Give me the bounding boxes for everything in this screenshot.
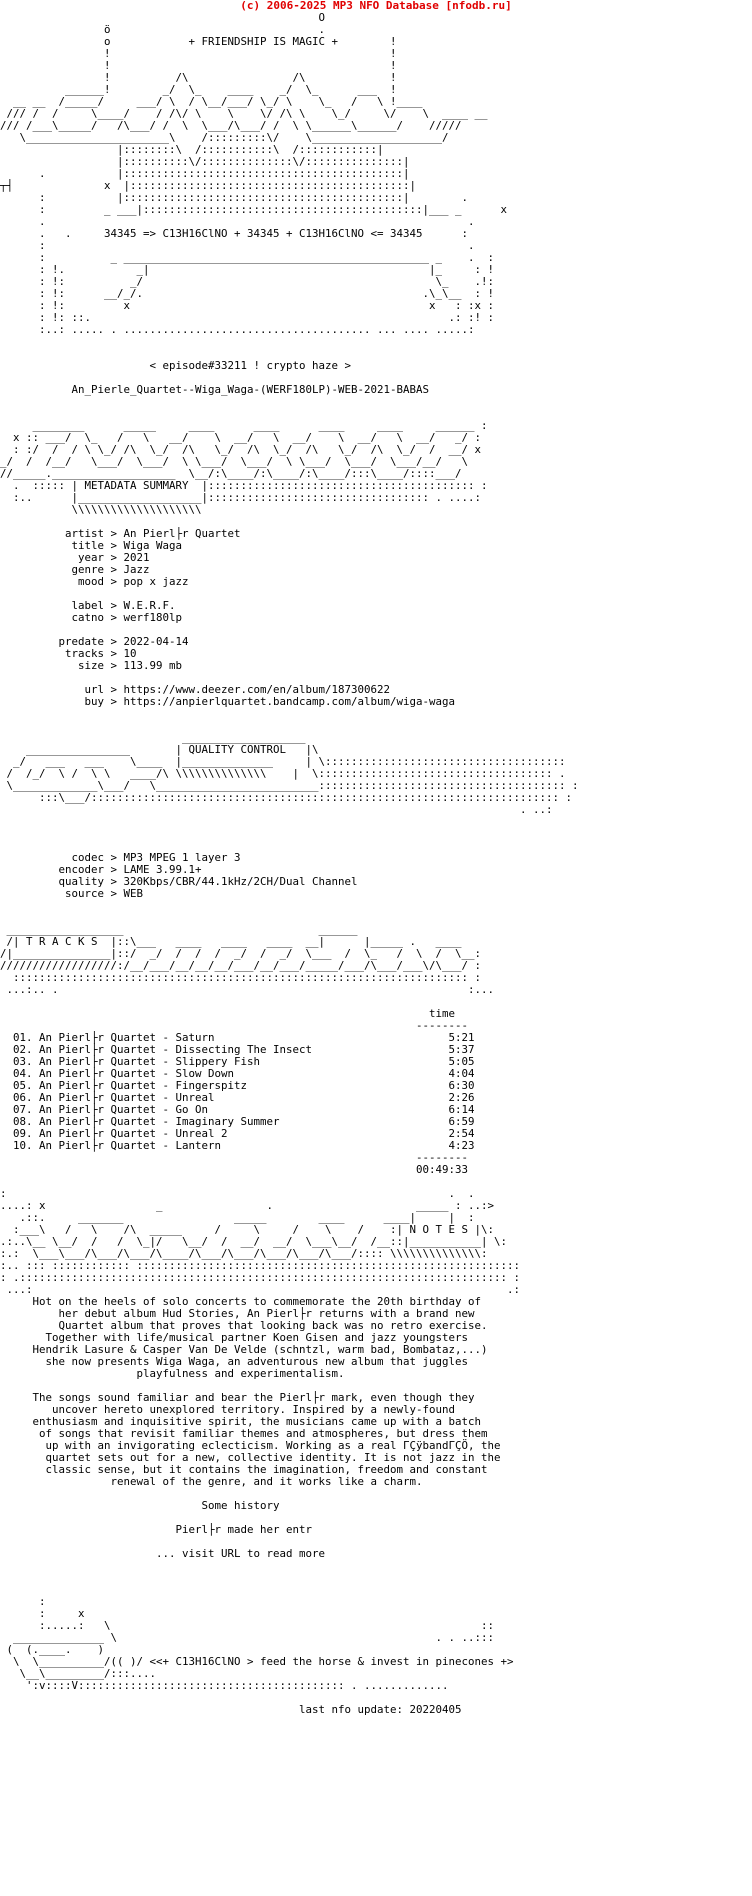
site-copyright-header: (c) 2006-2025 MP3 NFO Database [nfodb.ru] <box>240 0 512 12</box>
nfo-ascii-document: O ö . o + FRIENDSHIP IS MAGIC + ! ! ! ! ! ! /\ /\ ! ______! _/ \_ ____ _/ \_ ___ ! __ __ /_____/ ___/ \ / \__/___/ \_/ \ \_ / \ !____ /// / / \____/ / /\/ \ \ \/ /\ \ \_/ \/ \ ____ __ /// /___\_____/ /\___/ / \ \___/\___/ / \ \______\______/ ///// \______________________\ /:::::::::\/ \____________________/ |::::::::\ /:::::::::::\ /::::::::::::| |::::::::::\/::::::::::::::\/:::::::::::::::| . |:::::::::::::::::::::::::::::::::::::::::::| ┬┤ x |:::::::::::::::::::::::::::::::::::::::::::| : |:::::::::::::::::::::::::::::::::::::::::::| . : _ ___|:::::::::::::::::::::::::::::::::::::::::::|___ _ x . . . . 34345 => C13H16ClNO + 34345 + C13H16ClNO <= 34345 : : . : _ _______________________________________________ _ . : : !. _| |_ : ! : !: _/ \_ .!: : !: __/_/. .\_\__ : ! : !: x x : :x : : !: ::. .: :! : :..: ..... . ...................................... ... .... .....: < episode#33211 ! crypto haze > An_Pierle_Quartet--Wiga_Waga-(WERF180LP)-WEB-2021-BABAS ________ _____ ____ ____ ____ ____ ______ : x :: ___/ \_ / \ __/ \ __/ \ __/ \ __/ \ __/ _/ : : :/ / / \ \_/ /\ \_/ /\ \_/ /\ \_/ /\ \_/ /\ \_/ / __/ x _/ / /__/ \___/ \___/ \ \___/ \___/ \ \___/ \___/ \___/__/ \ //_____.___________________ \__/:\____/:\____/:\____/:::\____/::::___/ . ::::: | METADATA SUMMARY |::::::::::::::::::::::::::::::::::::::::: : :.. |___________________|:::::::::::::::::::::::::::::::::: . ....: \\\\\\\\\\\\\\\\\\\\ artist > An Pierl├r Quartet title > Wiga Waga year > 2021 genre > Jazz mood > pop x jazz label > W.E.R.F. catno > werf180lp predate > 2022-04-14 tracks > 10 size > 113.99 mb url > https://www.deezer.com/en/album/187300622 buy > https://anpierlquartet.bandcamp.com/album/wiga-waga ___________________ ________________ | QUALITY CONTROL |\ _/ ___ ___ \____ |______________ | \::::::::::::::::::::::::::::::::::::: / /_/ \ / \ \ ____/\ \\\\\\\\\\\\\\ | \:::::::::::::::::::::::::::::::::::: . \_____________\___/ \_________________________:::::::::::::::::::::::::::::::::::::: : :::\___/:::::::::::::::::::::::::::::::::::::::::::::::::::::::::::::::::::::::: : . ..: codec > MP3 MPEG 1 layer 3 encoder > LAME 3.99.1+ quality > 320Kbps/CBR/44.1kHz/2CH/Dual Channel source > WEB __________________ ______ /| T R A C K S |::\___ ____ ____ ____ __| |_____ . ____ /|_______________|::/ _/ / / / _/ / _/ \___ / \_ / \ / \__: //////////////////:/__/___/__/__/__/___/__/___/_____/___/\___/___\/\___/ : :::::::::::::::::::::::::::::::::::::::::::::::::::::::::::::::::::::: : ...:.. . :... time -------- 01. An Pierl├r Quartet - Saturn 5:21 02. An Pierl├r Quartet - Dissecting The Insect 5:37 03. An Pierl├r Quartet - Slippery Fish 5:05 04. An Pierl├r Quartet - Slow Down 4:04 05. An Pierl├r Quartet - Fingerspitz 6:30 06. An Pierl├r Quartet - Unreal 2:26 07. An Pierl├r Quartet - Go On 6:14 08. An Pierl├r Quartet - Imaginary Summer 6:59 09. An Pierl├r Quartet - Unreal 2 2:54 10. An Pierl├r Quartet - Lantern 4:23 -------- 00:49:33 : . . ....: x _ . _____ : ..:> .::. _______ _____ ____ ____| | : :___\ / \ /\ _____ / \ / \ / :| N O T E S |\: .:..\__ \__/ / / \_|/ \__/ / __/ __/ \___\__/ /__::|___________| \: :.: \___\___/\___/\___/\____/\___/\___/\___/\___/\___/:::: \\\\\\\\\\\\\\: :.. ::: :::::::::::: ::::::::::::::::::::::::::::::::::::::::::::::::::::::::::: : .::::::::::::::::::::::::::::::::::::::::::::::::::::::::::::::::::::::::::: : ...: .: Hot on the heels of solo concerts to commemorate the 20th birthday of her debut album Hud Stories, An Pierl├r returns with a brand new Quartet album that proves that looking back was no retro exercise. Together with life/musical partner Koen Gisen and jazz youngsters Hendrik Lasure & Casper Van De Velde (schntzl, warm bad, Bombataz,...) she now presents Wiga Waga, an adventurous new album that juggles playfulness and experimentalism. The songs sound familiar and bear the Pierl├r mark, even though they uncover hereto unexplored territory. Inspired by a newly-found enthusiasm and inquisitive spirit, the musicians came up with a batch of songs that revisit familiar themes and atmospheres, but dress them up with an invigorating eclecticism. Working as a real ΓÇÿbandΓÇÖ, the quartet sets out for a new, collective identity. It is not jazz in the classic sense, but it contains the imagination, freedom and constant renewal of the genre, and it works like a charm. Some history Pierl├r made her entr ... visit URL to read more : : x :.....: \ :: ______________ \ . . ..::: ( (.____. ) \ \__________/(( )/ <<+ C13H16ClNO > feed the horse & invest in pinecones +> \__\_________/:::.... ':v::::V::::::::::::::::::::::::::::::::::::::::: . ............. last nfo update: 20220405 <box>0 12 579 1716</box>
